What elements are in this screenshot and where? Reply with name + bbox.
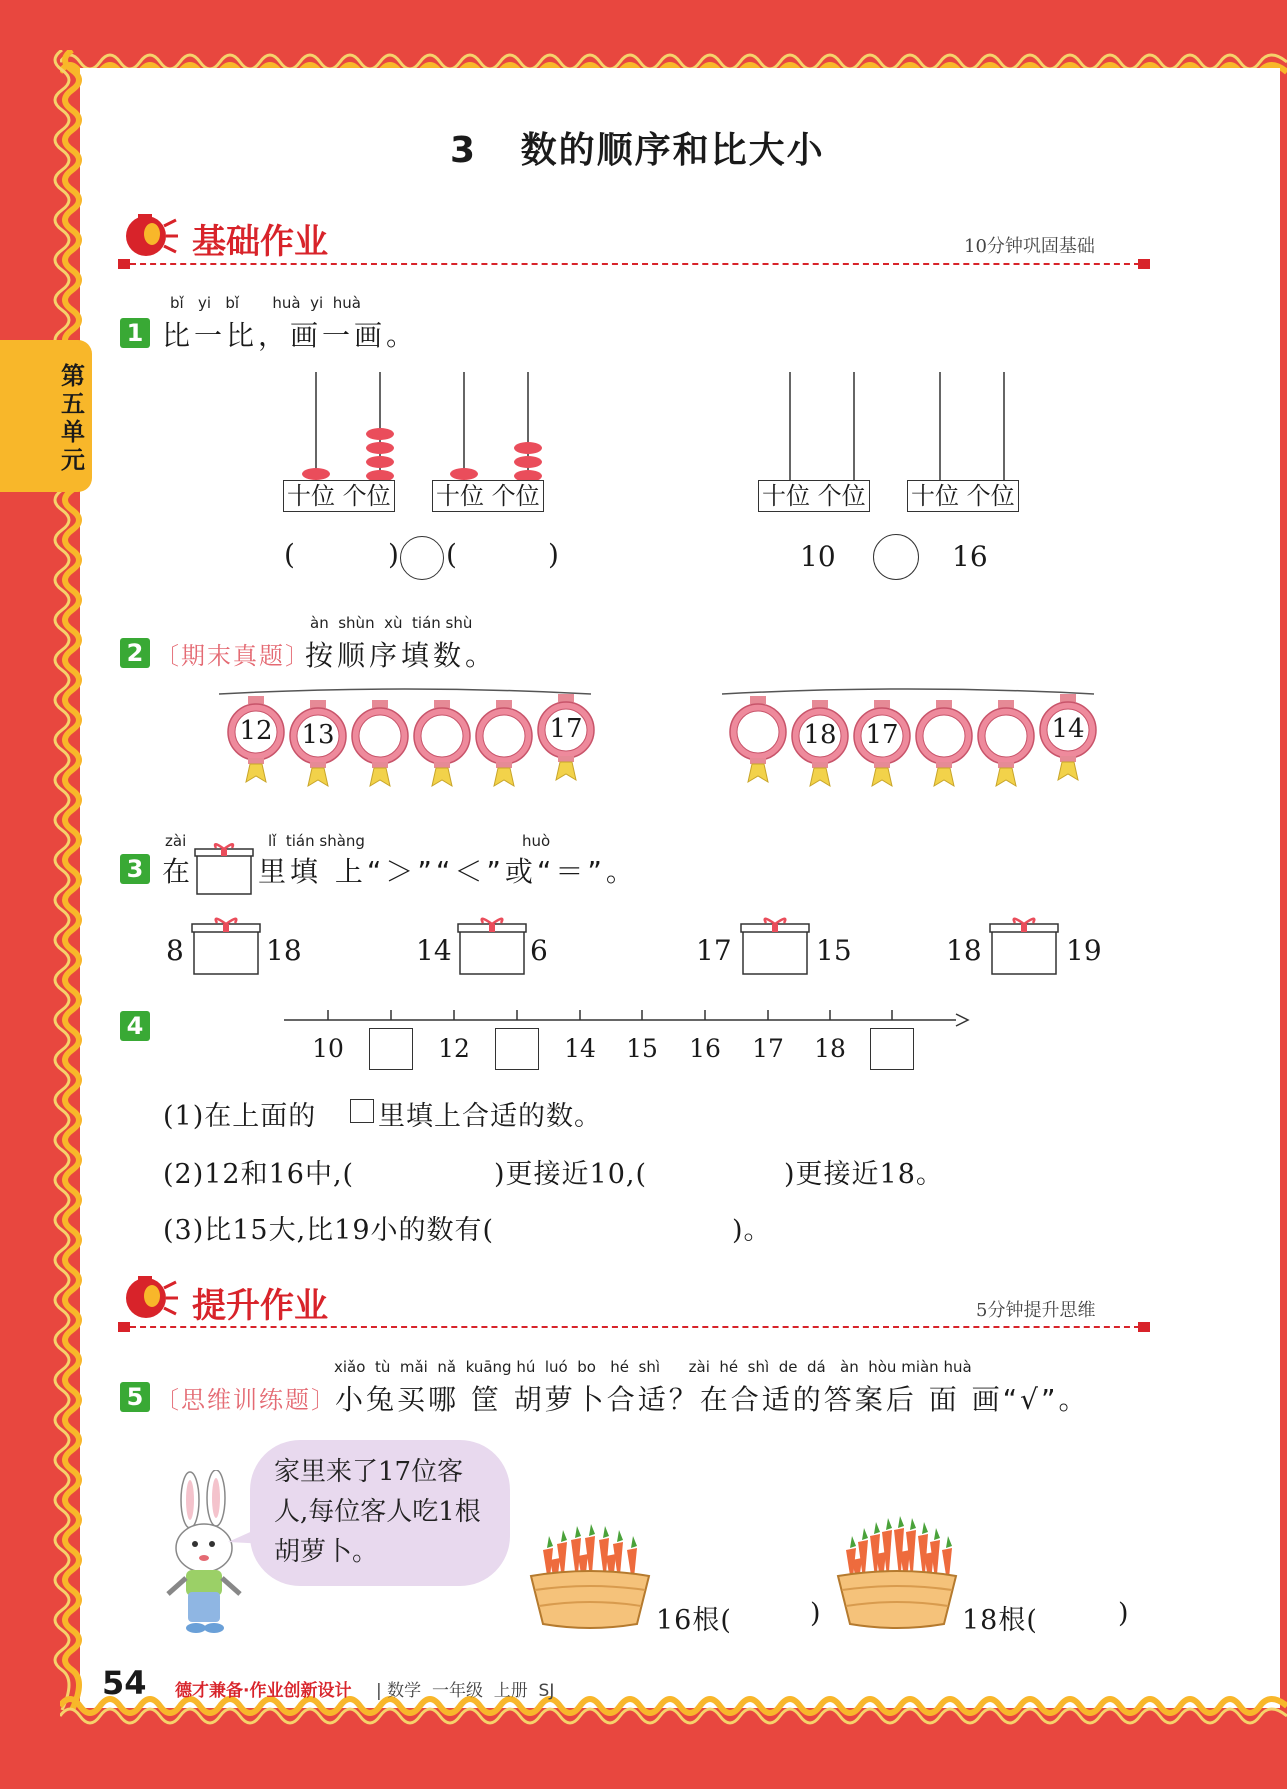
q3-number: 3 [120, 854, 150, 884]
lantern[interactable] [350, 700, 410, 790]
lantern-number: 13 [301, 720, 335, 750]
q3-answer-gift-box[interactable] [457, 914, 527, 980]
section-divider-advanced [130, 1326, 1140, 1328]
q3-pinyin-huo: huò [522, 832, 551, 850]
place-value-label: 十位 个位 [758, 480, 870, 512]
number-line-label: 10 [312, 1034, 344, 1063]
q2-pinyin: àn shùn xù tián shù [310, 614, 473, 632]
section-heading-advanced: 提升作业 [192, 1286, 328, 1326]
lantern[interactable] [914, 700, 974, 790]
q1-compare-circle-right[interactable] [873, 534, 919, 580]
dash-end-left [118, 259, 130, 269]
lantern-section-icon [120, 1270, 180, 1322]
section-note-basic: 10分钟巩固基础 [964, 236, 1095, 257]
unit-side-tab-label: 第五单元 [61, 362, 85, 474]
section-heading-basic: 基础作业 [192, 222, 328, 262]
lantern-number: 18 [803, 720, 837, 750]
q3-answer-gift-box[interactable] [989, 914, 1059, 980]
q4-sub3-text-b: )。 [732, 1215, 772, 1246]
lantern-section-icon [120, 208, 180, 260]
q4-number: 4 [120, 1011, 150, 1041]
number-line-label: 18 [814, 1034, 846, 1063]
q5-pinyin: xiǎo tù mǎi nǎ kuāng hú luó bo hé shì zài hé shì de dá àn hòu miàn huà [334, 1358, 972, 1376]
lantern [536, 694, 596, 784]
q1-paren-open: ( [284, 538, 295, 571]
lantern[interactable] [474, 700, 534, 790]
q2-number: 2 [120, 638, 150, 668]
q3-prompt-rest: 里填 上“＞”“＜”或“＝”。 [258, 855, 638, 888]
rabbit-illustration [150, 1470, 260, 1640]
abacus-right [760, 368, 1060, 488]
q1-paren-open: ( [446, 538, 457, 571]
q2-tag: 〔期末真题〕 [155, 642, 311, 670]
q3-right-number: 6 [530, 934, 548, 967]
q3-right-number: 15 [816, 934, 852, 967]
q1-right-value-b: 16 [952, 540, 988, 573]
q4-sub3-text-a: (3)比15大,比19小的数有( [163, 1215, 495, 1246]
q5-option-a-close[interactable]: ) [810, 1598, 822, 1629]
q3-left-number: 17 [696, 934, 732, 967]
number-line-label: 15 [626, 1034, 658, 1063]
number-line-label: 14 [564, 1034, 596, 1063]
q4-sub2-text-a: (2)12和16中,( [163, 1159, 355, 1190]
place-value-label: 十位 个位 [283, 480, 395, 512]
place-value-label: 十位 个位 [432, 480, 544, 512]
page-title: 3 数的顺序和比大小 [450, 130, 825, 171]
lantern [1038, 694, 1098, 784]
q5-option-b-label: 18根( [962, 1605, 1038, 1636]
q4-sub1-inline-box [350, 1099, 374, 1123]
q3-prompt-start: 在 [162, 855, 195, 888]
q1-right-value-a: 10 [800, 540, 836, 573]
number-line-label: 16 [689, 1034, 721, 1063]
section-note-advanced: 5分钟提升思维 [976, 1300, 1096, 1321]
carrot-basket-16 [525, 1510, 655, 1630]
q1-paren-close: ) [548, 538, 559, 571]
gift-box-icon [194, 840, 254, 896]
page-number: 54 [102, 1664, 147, 1702]
number-line-label: 17 [752, 1034, 784, 1063]
q3-left-number: 14 [416, 934, 452, 967]
lantern[interactable] [412, 700, 472, 790]
q1-compare-circle-left[interactable] [400, 536, 444, 580]
q3-answer-gift-box[interactable] [740, 914, 810, 980]
lantern [790, 700, 850, 790]
dash-end-right [1138, 1322, 1150, 1332]
q3-right-number: 18 [266, 934, 302, 967]
q3-left-number: 18 [946, 934, 982, 967]
lantern-number: 12 [239, 716, 273, 746]
q4-sub2-text-c: )更接近18。 [784, 1159, 944, 1190]
q1-pinyin: bǐ yi bǐ huà yi huà [170, 294, 361, 312]
q5-option-b-close[interactable]: ) [1118, 1598, 1130, 1629]
q5-prompt: 小兔买哪 筐 胡萝卜合适？在合适的答案后 面 画“√”。 [335, 1383, 1090, 1416]
q5-number: 5 [120, 1382, 150, 1412]
q2-prompt: 按顺序填数。 [305, 639, 498, 672]
lantern [288, 700, 348, 790]
q5-option-a-label: 16根( [656, 1605, 732, 1636]
number-line-answer-box[interactable] [369, 1028, 413, 1070]
lantern [226, 696, 286, 786]
carrot-basket-18 [832, 1506, 962, 1630]
rabbit-speech-bubble: 家里来了17位客人,每位客人吃1根胡萝卜。 [250, 1440, 510, 1586]
q3-left-number: 8 [166, 934, 184, 967]
q4-sub2-text-b: )更接近10,( [494, 1159, 648, 1190]
abacus-left [280, 368, 580, 488]
lantern-number: 17 [549, 714, 583, 744]
q5-tag: 〔思维训练题〕 [155, 1386, 337, 1414]
lantern-number: 14 [1051, 714, 1085, 744]
q4-sub1-text-b: 里填上合适的数。 [378, 1101, 602, 1132]
q3-right-number: 19 [1066, 934, 1102, 967]
section-divider-basic [130, 263, 1140, 265]
q4-sub1-text-a: (1)在上面的 [163, 1101, 317, 1132]
lantern[interactable] [976, 700, 1036, 790]
footer-brand: 德才兼备·作业创新设计 [175, 1681, 352, 1701]
footer-meta: | 数学 一年级 上册 SJ [376, 1681, 555, 1701]
q1-number: 1 [120, 318, 150, 348]
number-line-answer-box[interactable] [495, 1028, 539, 1070]
q1-paren-close: ) [388, 538, 399, 571]
number-line-answer-box[interactable] [870, 1028, 914, 1070]
q3-pinyin-rest: lǐ tián shàng [268, 832, 365, 850]
place-value-label: 十位 个位 [907, 480, 1019, 512]
q1-prompt: 比一比，画一画。 [162, 319, 419, 352]
number-line-label: 12 [438, 1034, 470, 1063]
lantern[interactable] [728, 696, 788, 786]
dash-end-left [118, 1322, 130, 1332]
dash-end-right [1138, 259, 1150, 269]
lantern-number: 17 [865, 720, 899, 750]
lantern [852, 700, 912, 790]
wavy-border-left [42, 50, 90, 1710]
q3-answer-gift-box[interactable] [191, 914, 261, 980]
speech-bubble-tail [228, 1520, 268, 1550]
q3-pinyin-zai: zài [165, 832, 187, 850]
